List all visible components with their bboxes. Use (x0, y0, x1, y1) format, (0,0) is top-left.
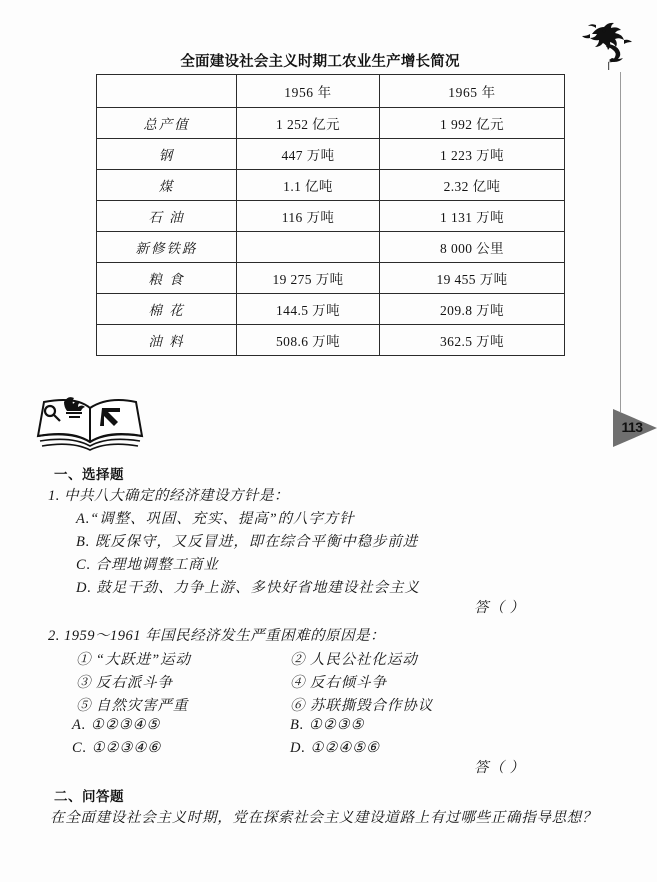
section-heading-multiple-choice: 一、选择题 (54, 467, 124, 482)
cell-1956: 1 252 亿元 (237, 108, 380, 139)
question-2-item-3[interactable]: ③ 反右派斗争 (76, 675, 173, 691)
cell-1956: 19 275 万吨 (237, 263, 380, 294)
table-row (97, 108, 565, 139)
row-label: 棉 花 (97, 294, 237, 325)
table-corner-cell (97, 75, 237, 108)
question-2-choice-c[interactable]: C. ①②③④⑥ (72, 740, 162, 756)
cell-1956: 1.1 亿吨 (237, 170, 380, 201)
table-row (97, 201, 565, 232)
column-header-1956: 1956 年 (237, 75, 380, 108)
question-1-option-b[interactable]: B. 既反保守，又反冒进，即在综合平衡中稳步前进 (76, 534, 419, 550)
question-2-choice-b[interactable]: B. ①②③⑤ (290, 717, 365, 733)
table-row (97, 325, 565, 356)
question-3-stem: 在全面建设社会主义时期，党在探索社会主义建设道路上有过哪些正确指导思想？ (50, 810, 598, 826)
question-2-choice-a[interactable]: A. ①②③④⑤ (72, 717, 161, 733)
cell-1956: 144.5 万吨 (237, 294, 380, 325)
question-1-option-c[interactable]: C. 合理地调整工商业 (76, 557, 219, 573)
cell-1965: 362.5 万吨 (380, 325, 565, 356)
cell-1956: 508.6 万吨 (237, 325, 380, 356)
question-2-stem: 2. 1959～1961 年国民经济发生严重困难的原因是： (48, 628, 386, 644)
table-title: 全面建设社会主义时期工农业生产增长简况 (180, 54, 460, 70)
cell-1965: 1 223 万吨 (380, 139, 565, 170)
row-label: 粮 食 (97, 263, 237, 294)
open-book-icon (28, 386, 152, 452)
row-label: 油 料 (97, 325, 237, 356)
table-row (97, 263, 565, 294)
question-2-choice-d[interactable]: D. ①②④⑤⑥ (290, 740, 380, 756)
cell-1965: 2.32 亿吨 (380, 170, 565, 201)
table-row (97, 232, 565, 263)
table-row (97, 294, 565, 325)
cell-1956: 116 万吨 (237, 201, 380, 232)
question-2-item-6[interactable]: ⑥ 苏联撕毁合作协议 (290, 698, 434, 714)
row-label: 石 油 (97, 201, 237, 232)
question-2-answer-blank[interactable]: 答（ ） (474, 760, 526, 776)
row-label: 煤 (97, 170, 237, 201)
question-1-option-a[interactable]: A.“调整、巩固、充实、提高”的八字方针 (76, 511, 355, 527)
cell-1965: 19 455 万吨 (380, 263, 565, 294)
cell-1965: 1 992 亿元 (380, 108, 565, 139)
column-header-1965: 1965 年 (380, 75, 565, 108)
question-1-option-d[interactable]: D. 鼓足干劲、力争上游、多快好省地建设社会主义 (76, 580, 420, 596)
section-heading-short-answer: 二、问答题 (54, 789, 124, 804)
question-2-item-2[interactable]: ② 人民公社化运动 (290, 652, 418, 668)
margin-rule (620, 72, 621, 412)
production-statistics-table (96, 74, 565, 356)
table-row (97, 139, 565, 170)
row-label: 新修铁路 (97, 232, 237, 263)
page-number-tab (613, 409, 657, 447)
cell-1965: 1 131 万吨 (380, 201, 565, 232)
page-number: 113 (621, 419, 643, 435)
table-row (97, 170, 565, 201)
question-2-item-4[interactable]: ④ 反右倾斗争 (290, 675, 387, 691)
cell-1965: 8 000 公里 (380, 232, 565, 263)
cell-1956: 447 万吨 (237, 139, 380, 170)
question-1-answer-blank[interactable]: 答（ ） (474, 600, 526, 616)
cell-1956 (237, 232, 380, 263)
cell-1965: 209.8 万吨 (380, 294, 565, 325)
table-header-row (97, 75, 565, 108)
question-2-item-5[interactable]: ⑤ 自然灾害严重 (76, 698, 189, 714)
question-2-item-1[interactable]: ① “大跃进”运动 (76, 652, 191, 668)
question-1-stem: 1. 中共八大确定的经济建设方针是： (48, 488, 289, 504)
row-label: 钢 (97, 139, 237, 170)
row-label: 总产值 (97, 108, 237, 139)
